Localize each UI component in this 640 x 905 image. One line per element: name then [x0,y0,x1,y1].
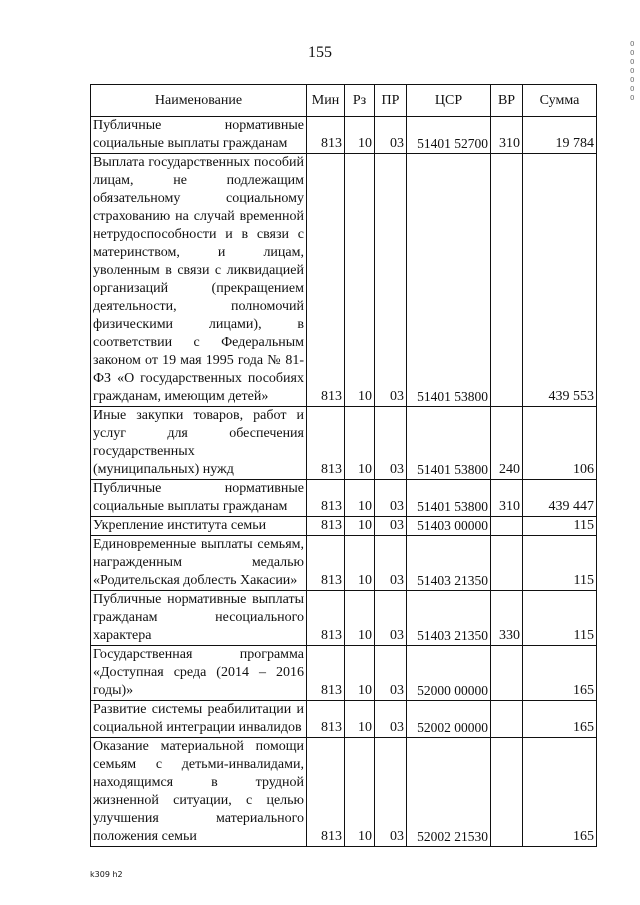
cell-rz: 10 [345,646,375,701]
cell-min: 813 [307,738,345,847]
cell-min: 813 [307,591,345,646]
table-row [91,517,597,536]
header-sum: Сумма [523,85,597,117]
table-row [91,154,597,407]
cell-name: Публичные нормативные социальные выплаты гражданам [91,117,307,154]
cell-vr: 330 [491,591,523,646]
cell-csr: 51401 53800 [407,154,491,407]
cell-sum: 165 [523,701,597,738]
cell-rz: 10 [345,536,375,591]
table-row [91,480,597,517]
cell-rz: 10 [345,154,375,407]
cell-name: Оказание материальной помощи семьям с детьми-инвалидами, находящимся в трудной жизненной ситуации, с целью улучшения материального положения семьи [91,738,307,847]
cell-min: 813 [307,407,345,480]
cell-pr: 03 [375,117,407,154]
cell-rz: 10 [345,117,375,154]
table-row [91,646,597,701]
edge-mark: 0000000 [630,40,635,102]
cell-sum: 165 [523,738,597,847]
header-name: Наименование [91,85,307,117]
cell-csr: 51403 21350 [407,591,491,646]
cell-csr: 52002 21530 [407,738,491,847]
table-body [91,117,597,847]
footer-code: k309 h2 [90,870,123,879]
table-row [91,536,597,591]
cell-sum: 439 553 [523,154,597,407]
table-header-row [91,85,597,117]
cell-pr: 03 [375,646,407,701]
cell-csr: 51401 53800 [407,407,491,480]
cell-sum: 115 [523,517,597,536]
cell-vr [491,646,523,701]
cell-vr: 310 [491,117,523,154]
cell-min: 813 [307,154,345,407]
cell-pr: 03 [375,480,407,517]
cell-pr: 03 [375,738,407,847]
cell-rz: 10 [345,738,375,847]
cell-vr [491,517,523,536]
cell-pr: 03 [375,407,407,480]
cell-vr [491,154,523,407]
table-row [91,407,597,480]
budget-table [90,84,597,847]
cell-name: Иные закупки товаров, работ и услуг для обеспечения государственных (муниципальных) нужд [91,407,307,480]
table-row [91,117,597,154]
cell-min: 813 [307,701,345,738]
page-number: 155 [308,44,332,61]
cell-name: Публичные нормативные социальные выплаты гражданам [91,480,307,517]
cell-vr: 240 [491,407,523,480]
cell-min: 813 [307,646,345,701]
cell-sum: 115 [523,591,597,646]
table-row [91,738,597,847]
cell-min: 813 [307,536,345,591]
cell-min: 813 [307,517,345,536]
cell-vr [491,738,523,847]
header-csr: ЦСР [407,85,491,117]
cell-pr: 03 [375,154,407,407]
cell-pr: 03 [375,591,407,646]
cell-name: Развитие системы реабилитации и социальной интеграции инвалидов [91,701,307,738]
cell-min: 813 [307,480,345,517]
cell-csr: 51403 00000 [407,517,491,536]
header-min: Мин [307,85,345,117]
cell-pr: 03 [375,517,407,536]
cell-vr [491,536,523,591]
cell-rz: 10 [345,407,375,480]
cell-pr: 03 [375,701,407,738]
cell-min: 813 [307,117,345,154]
cell-rz: 10 [345,701,375,738]
header-vr: ВР [491,85,523,117]
table-row [91,701,597,738]
cell-rz: 10 [345,517,375,536]
cell-sum: 439 447 [523,480,597,517]
cell-csr: 52002 00000 [407,701,491,738]
cell-csr: 51403 21350 [407,536,491,591]
cell-vr: 310 [491,480,523,517]
cell-sum: 115 [523,536,597,591]
cell-rz: 10 [345,480,375,517]
cell-sum: 19 784 [523,117,597,154]
cell-csr: 51401 52700 [407,117,491,154]
cell-pr: 03 [375,536,407,591]
header-rz: Рз [345,85,375,117]
cell-csr: 52000 00000 [407,646,491,701]
header-pr: ПР [375,85,407,117]
cell-name: Укрепление института семьи [91,517,307,536]
table-row [91,591,597,646]
cell-sum: 106 [523,407,597,480]
cell-name: Выплата государственных пособий лицам, не подлежащим обязательному социальному страхованию на случай временной нетрудоспособности и в связи с материнством, и лицам, уволенным в связи с ликвидацией организаций (прекращением деятельности, полномочий физическими лицами), в соответствии с Федеральным законом от 19 мая 1995 года № 81-ФЗ «О государственных пособиях гражданам, имеющим детей» [91,154,307,407]
cell-vr [491,701,523,738]
cell-name: Государственная программа «Доступная среда (2014 – 2016 годы)» [91,646,307,701]
cell-sum: 165 [523,646,597,701]
cell-name: Единовременные выплаты семьям, награжденным медалью «Родительская доблесть Хакасии» [91,536,307,591]
cell-rz: 10 [345,591,375,646]
cell-csr: 51401 53800 [407,480,491,517]
cell-name: Публичные нормативные выплаты гражданам несоциального характера [91,591,307,646]
